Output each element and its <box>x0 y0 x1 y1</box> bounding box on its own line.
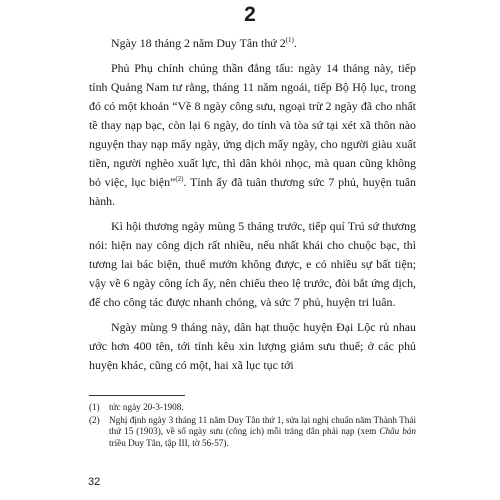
footnote-ref: (1) <box>285 36 294 45</box>
paragraph <box>89 59 416 211</box>
chapter-number: 2 <box>244 3 256 26</box>
paragraph-date <box>89 34 416 53</box>
body-text <box>89 34 416 381</box>
footnote-ref: (2) <box>175 175 184 184</box>
paragraph-text-after: . <box>293 36 297 50</box>
paragraph-text: Phủ Phụ chính chúng thần đẳng tấu: ngày 14 tháng này, tiếp tỉnh Quảng Nam tư rằng, tháng 11 năm ngoái, tiếp Bộ Hộ lục, trong đó có một khoản “Về 8 ngày công sưu, ngoại trừ 2 ngày đã cho nhất tề thay nạp bạc, còn lại 6 ngày, do tỉnh và tòa sứ tại xét xã thôn nào nguyện thay nạp mấy ngày, ứng dịch mấy ngày, cho người giàu xuất tiền, người nghèo xuất lực, thì dân khỏi nhọc, mà quan cũng không bỏ việc, lục biện” <box>89 61 416 189</box>
footnote <box>89 415 416 450</box>
footnote-text <box>109 402 416 414</box>
footnote <box>89 402 416 414</box>
footnote-text-part: Nghị định ngày 3 tháng 11 năm Duy Tân thứ 1, sửa lại nghị chuẩn năm Thành Thái thứ 15 (1903), về số ngày sưu (công ích) mỗi tráng dân phải nạp (xem <box>109 414 416 437</box>
footnote-text-part: tức ngày 20-3-1908. <box>109 402 184 412</box>
footnote-text-part: triều Duy Tân, tập III, tờ 56-57). <box>109 437 229 448</box>
paragraph-text: Ngày 18 tháng 2 năm Duy Tân thứ 2 <box>111 36 286 50</box>
paragraph <box>89 217 416 312</box>
paragraph-text-after: . Tỉnh ấy đã tuân thương sức 7 phủ, huyện tuân hành. <box>89 175 416 208</box>
footnote-number: (1) <box>89 402 100 412</box>
footnotes <box>89 402 416 450</box>
footnote-italic-title: Châu bản <box>379 426 416 437</box>
paragraph-text: Kì hội thương ngày mùng 5 tháng trước, tiếp quí Trú sứ thương nói: hiện nay công dịch rất nhiều, nếu nhất khái cho chuộc bạc, thì tương lai bác biện, thuế mướn không được, e có nhiều sự bất tiện; vậy về 6 ngày công ích ấy, nên chiếu theo lệ trước, đòi bắt ứng dịch, để cho công tác được nhanh chóng, và sức 7 phủ, huyện tri luân. <box>89 219 416 309</box>
footnote-number: (2) <box>89 414 100 425</box>
paragraph-text: Ngày mùng 9 tháng này, dân hạt thuộc huyện Đại Lộc rủ nhau ước hơn 400 tên, tới tỉnh kêu xin lượng giảm sưu thuế; ở các phủ huyện khác, cũng có một, hai xã lục tục tới <box>89 320 416 372</box>
page-number: 32 <box>88 476 101 488</box>
paragraph <box>89 318 416 375</box>
footnote-divider <box>89 395 185 396</box>
footnote-text <box>109 415 416 450</box>
